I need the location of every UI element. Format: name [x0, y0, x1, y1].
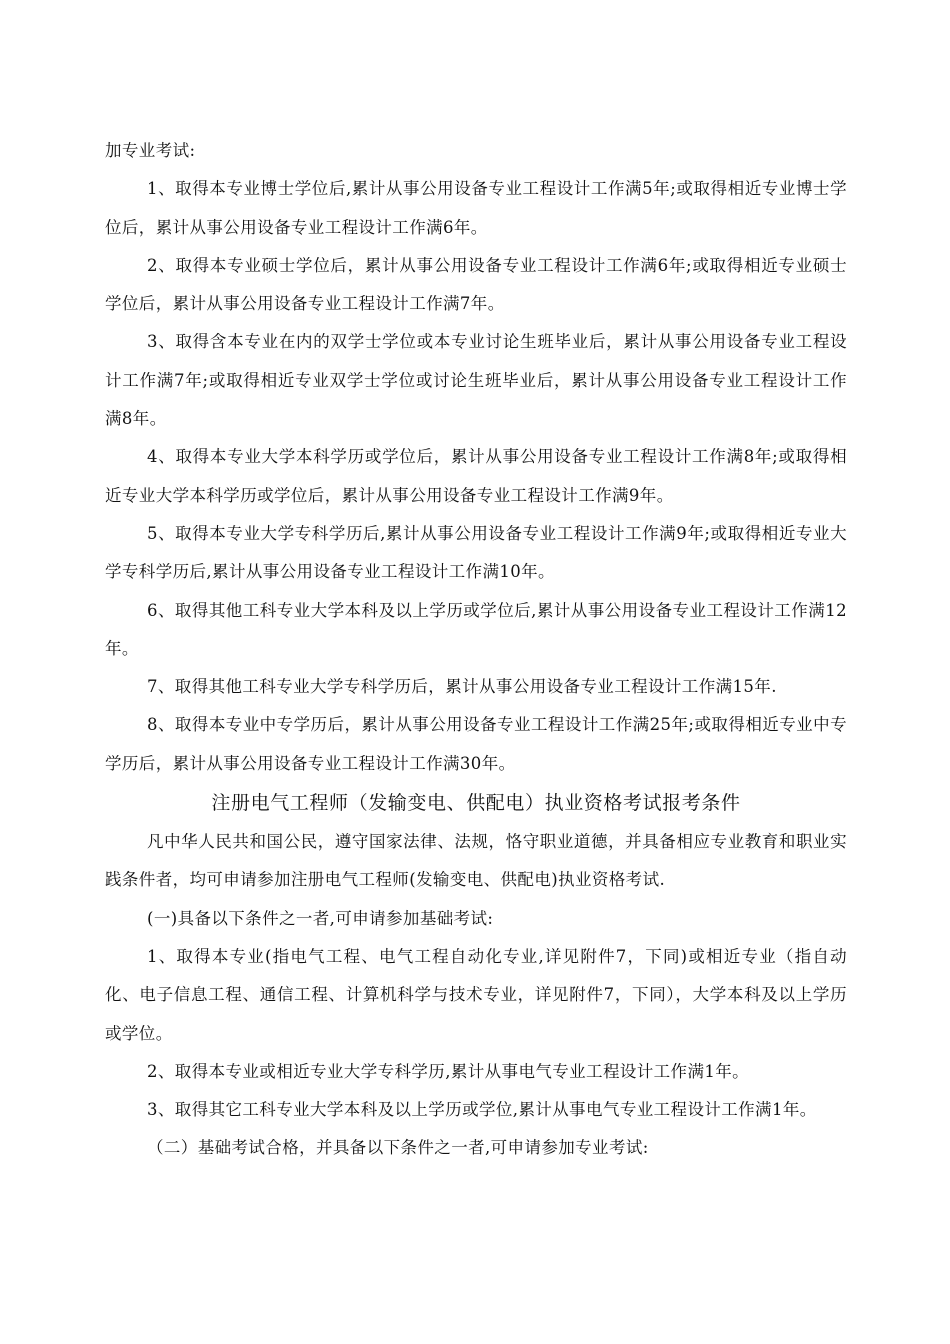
paragraph-item-4: 4、取得本专业大学本科学历或学位后，累计从事公用设备专业工程设计工作满8年;或取得相近专业大学本科学历或学位后，累计从事公用设备专业工程设计工作满9年。 [105, 447, 847, 505]
paragraph-item-3: 3、取得含本专业在内的双学士学位或本专业讨论生班毕业后，累计从事公用设备专业工程设计工作满7年;或取得相近专业双学士学位或讨论生班毕业后，累计从事公用设备专业工程设计工作满8年。 [105, 332, 847, 429]
paragraph-item-8: 8、取得本专业中专学历后，累计从事公用设备专业工程设计工作满25年;或取得相近专业中专学历后，累计从事公用设备专业工程设计工作满30年。 [105, 715, 847, 773]
section-title: 注册电气工程师（发输变电、供配电）执业资格考试报考条件 [211, 792, 741, 815]
document-body [105, 132, 847, 1168]
basic-exam-item-1: 1、取得本专业(指电气工程、电气工程自动化专业,详见附件7，下同)或相近专业（指自动化、电子信息工程、通信工程、计算机科学与技术专业，详见附件7，下同），大学本科及以上学历或学位。 [105, 946, 847, 1043]
basic-exam-heading: (一)具备以下条件之一者,可申请参加基础考试: [147, 908, 494, 928]
paragraph-item-6: 6、取得其他工科专业大学本科及以上学历或学位后,累计从事公用设备专业工程设计工作满12年。 [105, 600, 847, 658]
basic-exam-item-2: 2、取得本专业或相近专业大学专科学历,累计从事电气专业工程设计工作满1年。 [147, 1061, 750, 1081]
professional-exam-heading: （二）基础考试合格，并具备以下条件之一者,可申请参加专业考试: [147, 1138, 649, 1158]
basic-exam-item-3: 3、取得其它工科专业大学本科及以上学历或学位,累计从事电气专业工程设计工作满1年。 [147, 1100, 817, 1120]
paragraph-item-1: 1、取得本专业博士学位后,累计从事公用设备专业工程设计工作满5年;或取得相近专业博士学位后，累计从事公用设备专业工程设计工作满6年。 [105, 179, 847, 237]
section-intro: 凡中华人民共和国公民，遵守国家法律、法规，恪守职业道德，并具备相应专业教育和职业实践条件者，均可申请参加注册电气工程师(发输变电、供配电)执业资格考试. [105, 832, 847, 890]
paragraph-item-5: 5、取得本专业大学专科学历后,累计从事公用设备专业工程设计工作满9年;或取得相近专业大学专科学历后,累计从事公用设备专业工程设计工作满10年。 [105, 523, 847, 582]
paragraph-item-2: 2、取得本专业硕士学位后，累计从事公用设备专业工程设计工作满6年;或取得相近专业硕士学位后，累计从事公用设备专业工程设计工作满7年。 [105, 255, 847, 314]
paragraph-item-7: 7、取得其他工科专业大学专科学历后，累计从事公用设备专业工程设计工作满15年. [147, 677, 777, 697]
continuation-line: 加专业考试: [105, 141, 196, 160]
